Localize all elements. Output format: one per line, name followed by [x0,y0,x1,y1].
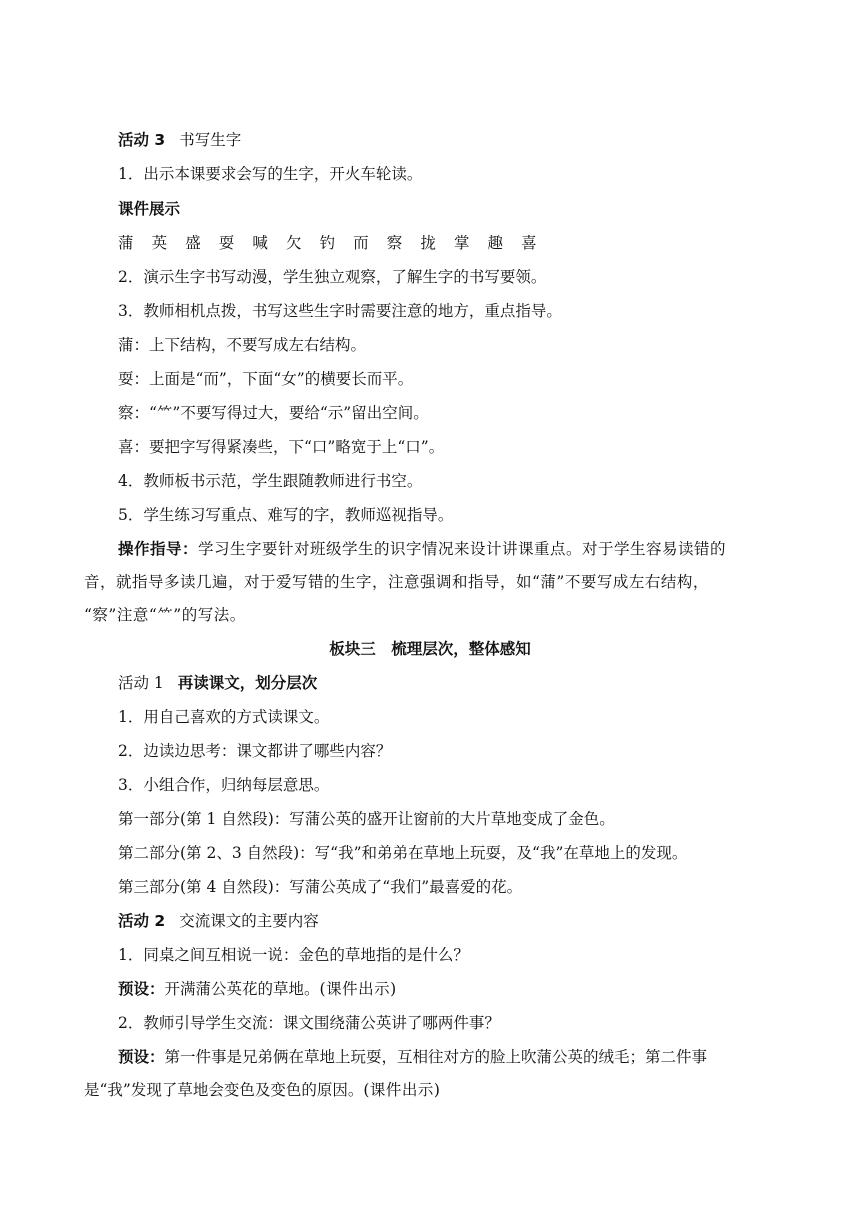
activity1-step2: 2．边读边思考：课文都讲了哪些内容？ [118,742,392,760]
note-pu: 蒲：上下结构，不要写成左右结构。 [118,336,367,354]
guide-line1: 操作指导：学习生字要针对班级学生的识字情况来设计讲课重点。对于学生容易读错的 [118,540,727,558]
character-item: 耍 [218,234,235,252]
activity3-title: 书写生字 [179,131,242,149]
character-list [118,233,555,253]
part-three: 第三部分(第 4 自然段)：写蒲公英成了“我们”最喜爱的花。 [118,878,523,896]
note-cha: 察：“⺮”不要写得过大，要给“示”留出空间。 [118,404,429,422]
character-item: 喊 [252,234,268,252]
character-item: 盛 [185,234,201,252]
note-shua: 耍：上面是“而”，下面“女”的横要长而平。 [118,370,414,388]
activity1-title: 再读课文，划分层次 [177,674,318,692]
part-two: 第二部分(第 2、3 自然段)：写“我”和弟弟在草地上玩耍，及“我”在草地上的发现。 [118,844,688,862]
activity1-step1: 1．用自己喜欢的方式读课文。 [118,708,330,726]
character-item: 蒲 [118,234,134,252]
character-item: 拢 [420,234,436,252]
note-xi: 喜：要把字写得紧凑些，下“口”略宽于上“口”。 [118,438,445,456]
courseware-label: 课件展示 [118,200,181,218]
character-item: 察 [386,234,403,252]
character-item: 掌 [453,234,470,252]
character-item: 而 [353,234,369,252]
character-item: 喜 [521,234,537,252]
activity2-step1: 1．同桌之间互相说一说：金色的草地指的是什么？ [118,946,469,964]
preset-one: 预设：开满蒲公英花的草地。(课件出示) [118,980,397,998]
activity2-label: 活动 2 [118,912,166,930]
activity3-step5: 5．学生练习写重点、难写的字，教师巡视指导。 [118,506,454,524]
section-heading: 板块三 梳理层次，整体感知 [329,640,531,658]
part-one: 第一部分(第 1 自然段)：写蒲公英的盛开让窗前的大片草地变成了金色。 [118,810,615,828]
activity1-heading [118,673,317,693]
character-item: 钓 [319,234,336,252]
preset-two-line1: 预设：第一件事是兄弟俩在草地上玩耍，互相往对方的脸上吹蒲公英的绒毛；第二件事 [118,1048,708,1066]
activity1-step3: 3．小组合作，归纳每层意思。 [118,776,330,794]
activity2-title: 交流课文的主要内容 [179,912,319,930]
preset-two-line2: 是“我”发现了草地会变色及变色的原因。(课件出示) [84,1081,441,1099]
activity1-label: 活动 1 [118,674,164,692]
activity3-step3: 3．教师相机点拨，书写这些生字时需要注意的地方，重点指导。 [118,302,562,320]
activity3-label: 活动 3 [118,131,166,149]
guide-label: 操作指导： [118,540,199,558]
character-item: 趣 [487,234,504,252]
activity3-step4: 4．教师板书示范，学生跟随教师进行书空。 [118,472,423,490]
activity2-heading [118,911,319,931]
activity3-heading [118,130,241,150]
guide-line3: “察”注意“⺮”的写法。 [84,606,246,624]
activity3-step2: 2．演示生字书写动漫，学生独立观察，了解生字的书写要领。 [118,268,547,286]
character-item: 欠 [285,234,302,252]
guide-line2: 音，就指导多读几遍，对于爱写错的生字，注意强调和指导，如“蒲”不要写成左右结构， [84,573,709,591]
activity2-step2: 2．教师引导学生交流：课文围绕蒲公英讲了哪两件事？ [118,1014,500,1032]
activity3-step1: 1．出示本课要求会写的生字，开火车轮读。 [118,165,423,183]
character-item: 英 [151,234,168,252]
